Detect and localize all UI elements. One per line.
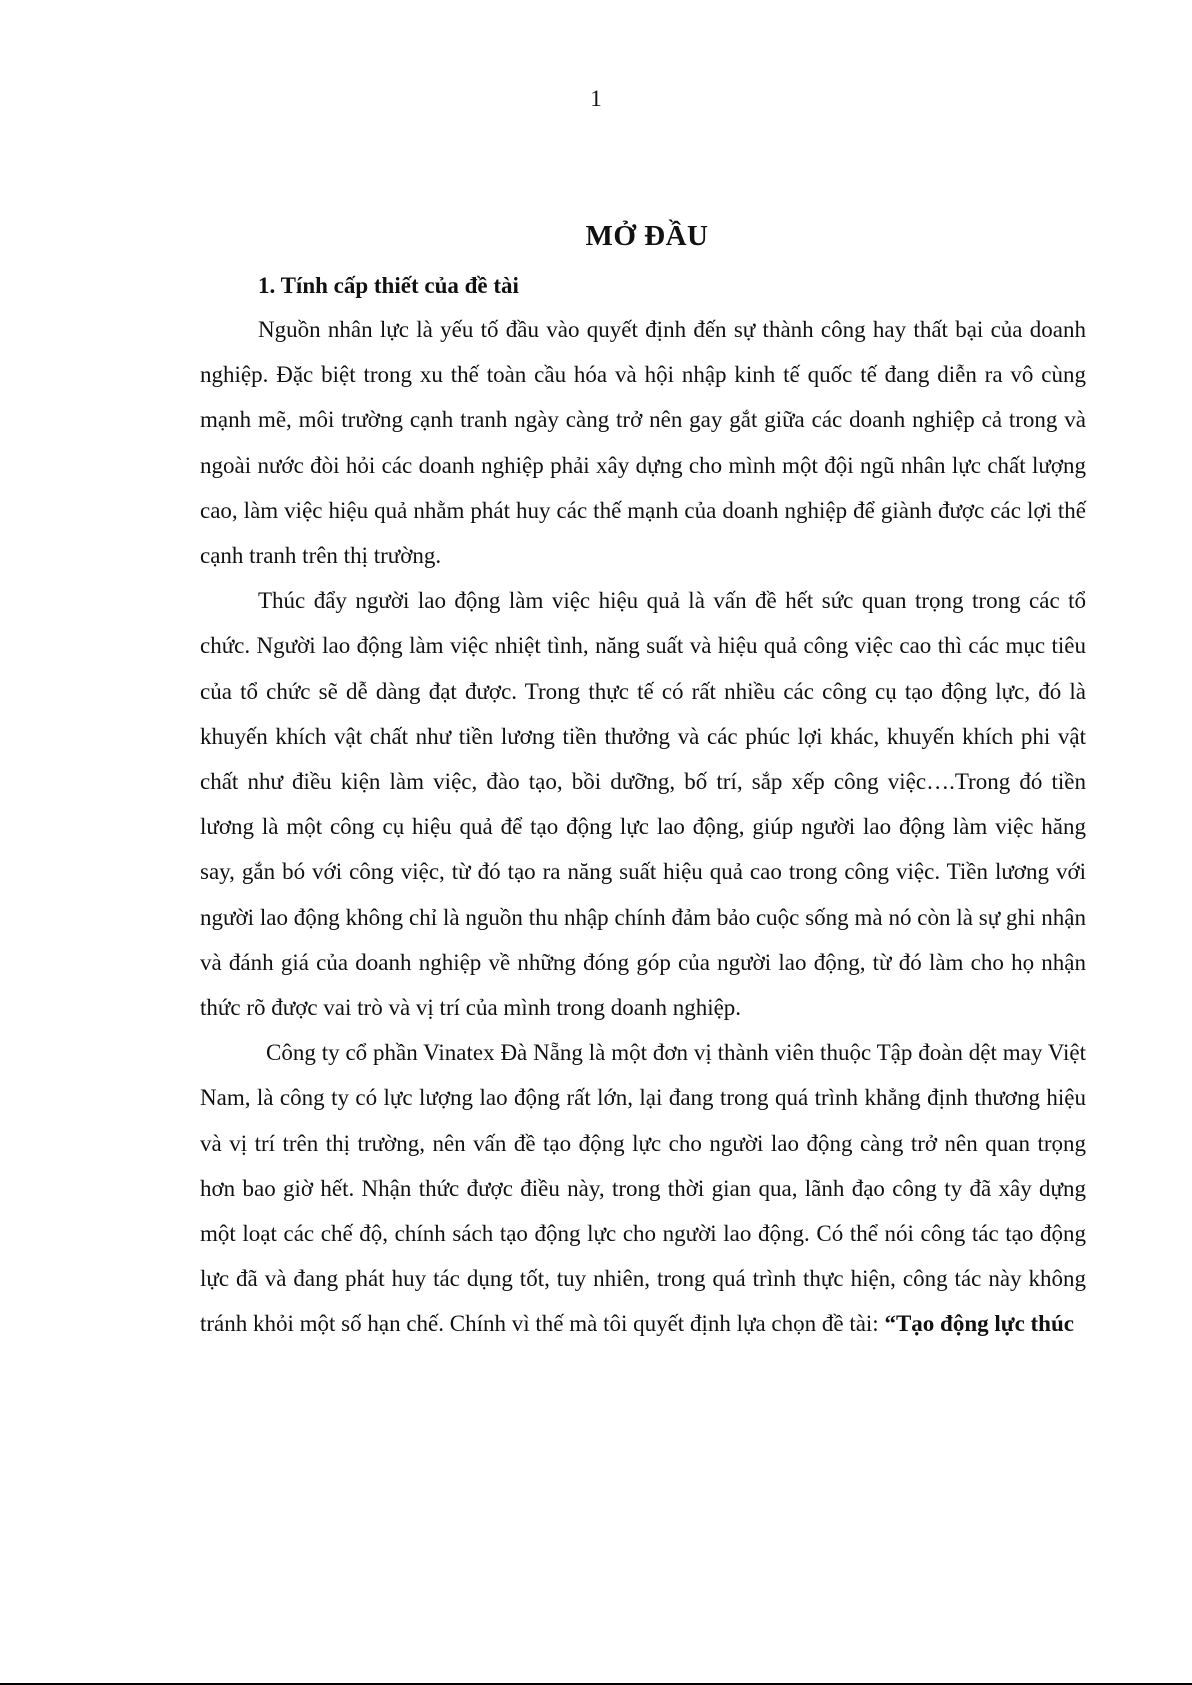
paragraph-3-text: Công ty cổ phần Vinatex Đà Nẵng là một đơn vị thành viên thuộc Tập đoàn dệt may Việt Nam, là công ty có lực lượng lao động rất lớn, lại đang trong quá trình khẳng định thương hiệu và vị trí trên thị trường, nên vấn đề tạo động lực cho người lao động càng trở nên quan trọng hơn bao giờ hết. Nhận thức được điều này, trong thời gian qua, lãnh đạo công ty đã xây dựng một loạt các chế độ, chính sách tạo động lực cho người lao động. Có thể nói công tác tạo động lực đã và đang phát huy tác dụng tốt, tuy nhiên, trong quá trình thực hiện, công tác này không tránh khỏi một số hạn chế. Chính vì thế mà tôi quyết định lựa chọn đề tài: xyxy=(200,1040,1086,1337)
paragraph-3-bold-tail: “Tạo động lực thúc xyxy=(884,1311,1074,1337)
paragraph-2: Thúc đẩy người lao động làm việc hiệu quả là vấn đề hết sức quan trọng trong các tổ chức. Người lao động làm việc nhiệt tình, năng suất và hiệu quả công việc cao thì các mục tiêu của tổ chức sẽ dễ dàng đạt được. Trong thực tế có rất nhiều các công cụ tạo động lực, đó là khuyến khích vật chất như tiền lương tiền thưởng và các phúc lợi khác, khuyến khích phi vật chất như điều kiện làm việc, đào tạo, bồi dưỡng, bố trí, sắp xếp công việc….Trong đó tiền lương là một công cụ hiệu quả để tạo động lực lao động, giúp người lao động làm việc hăng say, gắn bó với công việc, từ đó tạo ra năng suất hiệu quả cao trong công việc. Tiền lương với người lao động không chỉ là nguồn thu nhập chính đảm bảo cuộc sống mà nó còn là sự ghi nhận và đánh giá của doanh nghiệp về những đóng góp của người lao động, từ đó làm cho họ nhận thức rõ được vai trò và vị trí của mình trong doanh nghiệp. xyxy=(200,588,1086,1021)
document-title: MỞ ĐẦU xyxy=(585,220,709,252)
page-number: 1 xyxy=(590,86,602,111)
section-heading: 1. Tính cấp thiết của đề tài xyxy=(258,273,519,298)
page-content xyxy=(200,220,1086,1347)
paragraph-1: Nguồn nhân lực là yếu tố đầu vào quyết định đến sự thành công hay thất bại của doanh nghiệp. Đặc biệt trong xu thế toàn cầu hóa và hội nhập kinh tế quốc tế đang diễn ra vô cùng mạnh mẽ, môi trường cạnh tranh ngày càng trở nên gay gắt giữa các doanh nghiệp cả trong và ngoài nước đòi hỏi các doanh nghiệp phải xây dựng cho mình một đội ngũ nhân lực chất lượng cao, làm việc hiệu quả nhằm phát huy các thế mạnh của doanh nghiệp để giành được các lợi thế cạnh tranh trên thị trường. xyxy=(200,317,1086,569)
paragraph-3 xyxy=(200,1030,1086,1346)
